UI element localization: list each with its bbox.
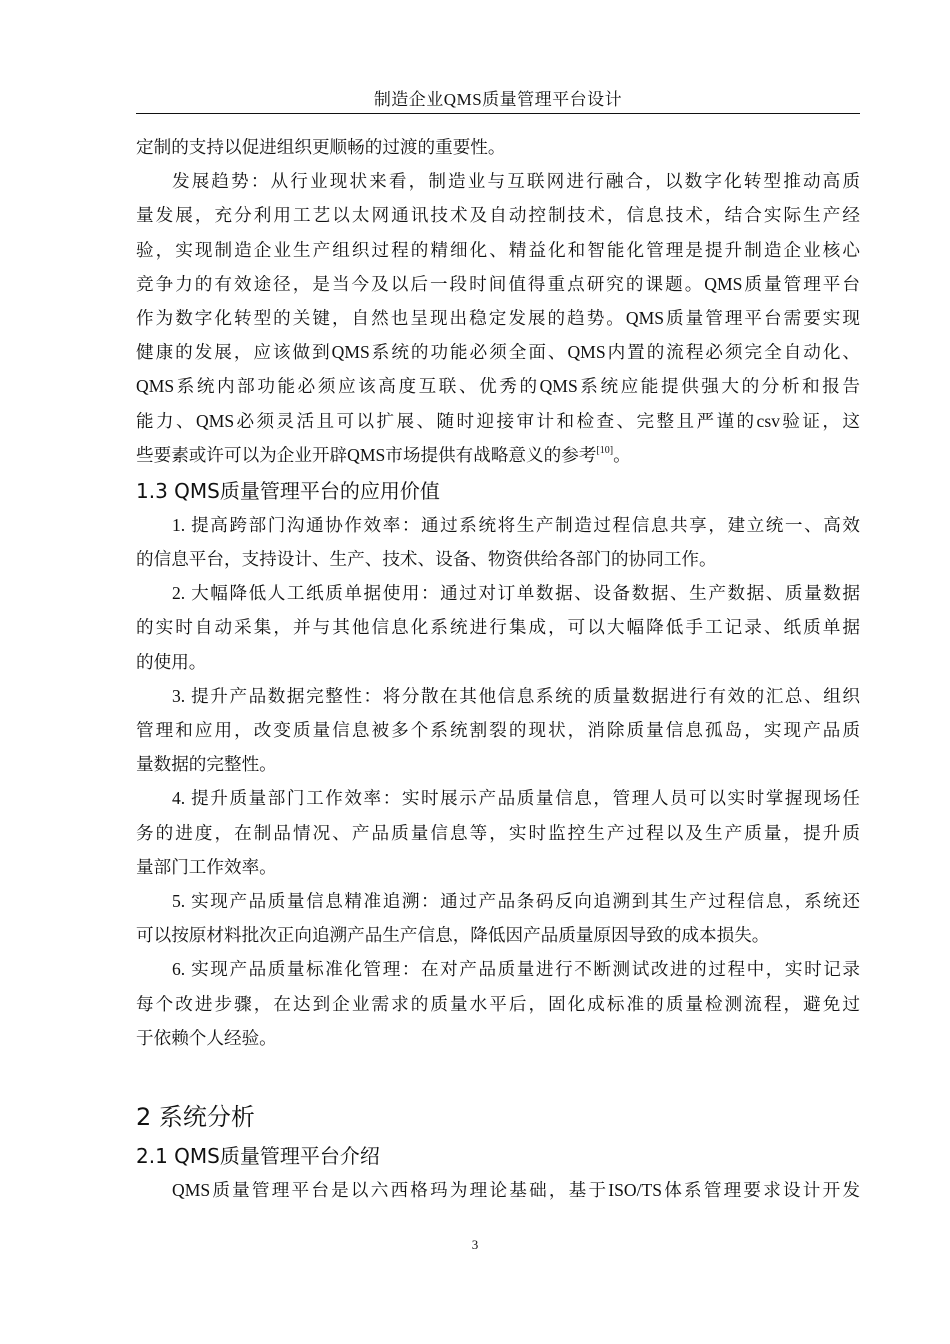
paragraph-line: 发展趋势：从行业现状来看，制造业与互联网进行融合，以数字化转型推动高质: [172, 171, 860, 192]
citation-reference: [10]: [596, 444, 614, 456]
paragraph-line: QMS系统内部功能必须应该高度互联、优秀的QMS系统应能提供强大的分析和报告: [136, 376, 860, 397]
running-header: 制造企业QMS质量管理平台设计: [373, 90, 623, 109]
paragraph-line: 量部门工作效率。: [136, 856, 277, 877]
paragraph-line: 的使用。: [136, 651, 207, 672]
list-item-1: [136, 508, 860, 576]
paragraph-line: 竞争力的有效途径，是当今及以后一段时间值得重点研究的课题。QMS质量管理平台: [136, 273, 860, 294]
paragraph-line: 量发展，充分利用工艺以太网通讯技术及自动控制技术，信息技术，结合实际生产经: [136, 205, 860, 226]
paragraph-line: 于依赖个人经验。: [136, 1027, 277, 1048]
list-item-4: [136, 781, 860, 884]
list-item-2: [136, 576, 860, 679]
page-number: 3: [471, 1237, 479, 1252]
paragraph-line: 的信息平台，支持设计、生产、技术、设备、物资供给各部门的协同工作。: [136, 549, 717, 570]
paragraph-line: 作为数字化转型的关键，自然也呈现出稳定发展的趋势。QMS质量管理平台需要实现: [136, 307, 860, 328]
paragraph-line: 2. 大幅降低人工纸质单据使用：通过对订单数据、设备数据、生产数据、质量数据: [172, 583, 860, 604]
section-heading-1-3: 1.3 QMS质量管理平台的应用价值: [136, 478, 440, 503]
paragraph-line: 定制的支持以促进组织更顺畅的过渡的重要性。: [136, 137, 506, 157]
paragraph-line: 4. 提升质量部门工作效率：实时展示产品质量信息，管理人员可以实时掌握现场任: [172, 788, 860, 809]
paragraph-line: 管理和应用，改变质量信息被多个系统割裂的现状，消除质量信息孤岛，实现产品质: [136, 720, 860, 740]
paragraph-line: 量数据的完整性。: [136, 754, 277, 775]
end-punctuation: 。: [613, 444, 631, 465]
header-rule: [136, 113, 860, 114]
body-text: [136, 130, 860, 1207]
paragraph-line: 5. 实现产品质量信息精准追溯：通过产品条码反向追溯到其生产过程信息，系统还: [172, 890, 860, 911]
list-item-6: [136, 952, 860, 1055]
paragraph-line: 的实时自动采集，并与其他信息化系统进行集成，可以大幅降低手工记录、纸质单据: [136, 617, 860, 638]
paragraph-line: 能力、QMS必须灵活且可以扩展、随时迎接审计和检查、完整且严谨的csv验证，这: [136, 410, 860, 431]
paragraph-line: 务的进度，在制品情况、产品质量信息等，实时监控生产过程以及生产质量，提升质: [136, 822, 860, 843]
paragraph-development-trend: [136, 164, 860, 472]
list-item-3: [136, 679, 860, 782]
chapter-heading-2: 2 系统分析: [136, 1102, 255, 1131]
paragraph-line: 3. 提升产品数据完整性：将分散在其他信息系统的质量数据进行有效的汇总、组织: [172, 685, 860, 706]
paragraph-line: 健康的发展，应该做到QMS系统的功能必须全面、QMS内置的流程必须完全自动化、: [136, 342, 860, 363]
paragraph-line: 验，实现制造企业生产组织过程的精细化、精益化和智能化管理是提升制造企业核心: [136, 239, 860, 260]
paragraph-line: [136, 438, 860, 472]
section-heading-2-1: 2.1 QMS质量管理平台介绍: [136, 1143, 380, 1168]
paragraph-line: QMS质量管理平台是以六西格玛为理论基础，基于ISO/TS体系管理要求设计开发: [172, 1179, 860, 1200]
paragraph-line-text: 些要素或许可以为企业开辟QMS市场提供有战略意义的参考: [136, 444, 597, 465]
paragraph-line: 1. 提高跨部门沟通协作效率：通过系统将生产制造过程信息共享，建立统一、高效: [172, 514, 860, 535]
paragraph-line: 每个改进步骤，在达到企业需求的质量水平后，固化成标准的质量检测流程，避免过: [136, 993, 860, 1014]
paragraph-line: 6. 实现产品质量标准化管理：在对产品质量进行不断测试改进的过程中，实时记录: [172, 959, 860, 980]
paragraph-line: 可以按原材料批次正向追溯产品生产信息，降低因产品质量原因导致的成本损失。: [136, 925, 770, 946]
list-item-5: [136, 884, 860, 952]
